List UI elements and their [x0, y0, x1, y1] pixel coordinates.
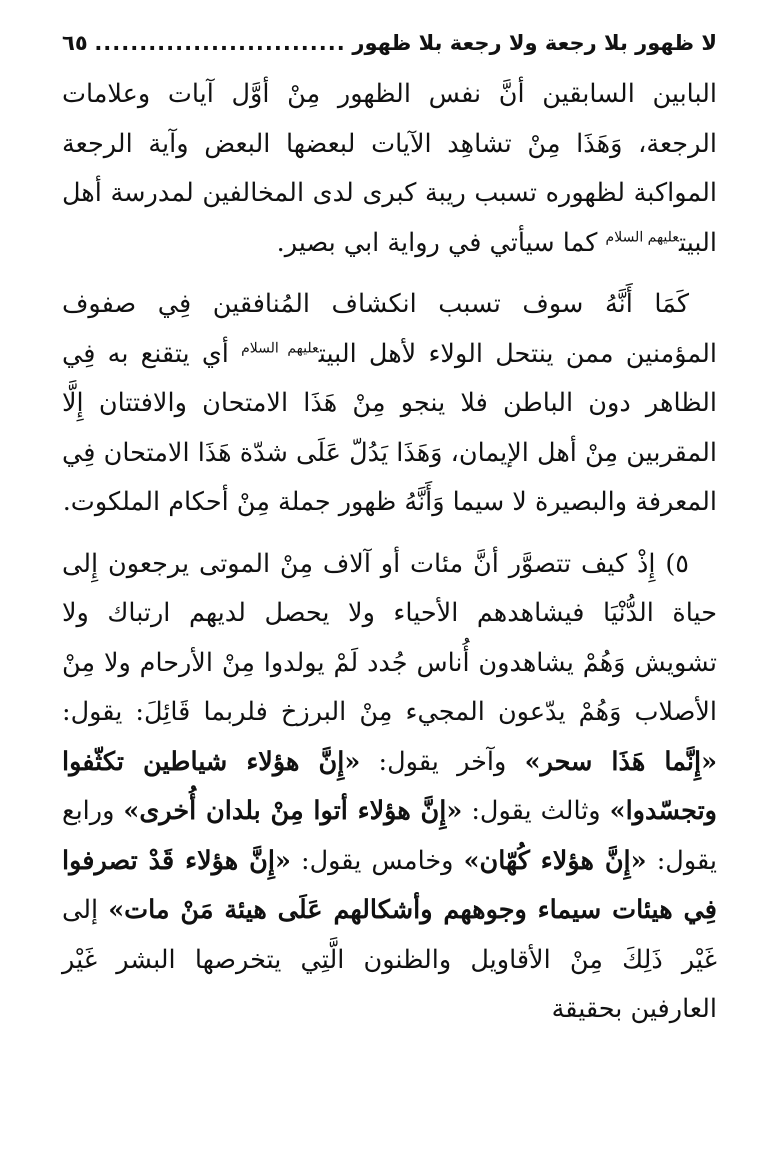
quote-bold: «إِنَّما هَذَا سحر» — [524, 746, 718, 777]
honorific-mark: عليهم السلام — [241, 340, 319, 356]
body-text — [62, 70, 717, 1035]
paragraph-1 — [62, 70, 717, 268]
text-segment: أي يتقنع به فِي الظاهر دون الباطن فلا ينجو مِنْ هَذَا الامتحان والافتتان إِلَّا المقربين مِنْ أهل الإيمان، وَهَذَا يَدُلّ عَلَى شدّة هَذَا الامتحان فِي المعرفة والبصيرة لا سيما وَأَنَّهُ ظهور جملة مِنْ أحكام الملكوت. — [62, 338, 717, 517]
chapter-title: لا ظهور بلا رجعة ولا رجعة بلا ظهور — [352, 31, 717, 55]
text-segment: ورابع يقول: — [62, 796, 717, 876]
text-segment: وثالث يقول: — [462, 796, 610, 826]
text-segment: كَمَا أَنَّهُ سوف تسبب انكشاف المُنافقين فِي صفوف المؤمنين ممن ينتحل الولاء لأهل البيت — [62, 289, 717, 369]
quote-bold: «إِنَّ هؤلاء قَدْ تصرفوا فِي هيئات سيماء وجوههم وأشكالهم عَلَى هيئة مَنْ مات» — [62, 845, 717, 925]
quote-bold: «إِنَّ هؤلاء كُهّان» — [463, 845, 647, 876]
text-segment: كما سيأتي في رواية ابي بصير. — [276, 227, 606, 258]
text-segment: البابين السابقين أنَّ نفس الظهور مِنْ أوَّل آيات وعلامات الرجعة، وَهَذَا مِنْ تشاهِد الآيات لبعضها البعض وآية الرجعة المواكبة لظهوره تسبب ريبة كبرى لدى المخالفين لمدرسة أهل البيت — [62, 79, 717, 258]
paragraph-2 — [62, 280, 717, 528]
paragraph-3 — [62, 540, 717, 1035]
text-segment: ٥) إِذْ كيف تتصوَّر أنَّ مئات أو آلاف مِنْ الموتى يرجعون إِلى حياة الدُّنْيَا فيشاهدهم الأحياء ولا يحصل لديهم ارتباك ولا تشويش وَهُمْ يشاهدون أُناس جُدد لَمْ يولدوا مِنْ الأرحام ولا مِنْ الأصلاب وَهُمْ يدّعون المجيء مِنْ البرزخ فلربما قَائِلَ: يقول: — [62, 548, 717, 727]
quote-bold: «إِنَّ هؤلاء أتوا مِنْ بلدان أُخرى» — [123, 796, 463, 826]
leader-dots: ............................ — [94, 31, 346, 55]
quote-bold: «إِنَّ هؤلاء شياطين تكثّفوا وتجسّدوا» — [62, 746, 717, 826]
book-page — [62, 30, 717, 1141]
running-header — [62, 30, 717, 70]
page-number: ٦٥ — [62, 31, 88, 55]
text-segment: وخامس يقول: — [290, 845, 464, 876]
text-segment: إلى غَيْر ذَلِكَ مِنْ الأقاويل والظنون الَّتِي يتخرصها البشر غَيْر العارفين بحقيقة — [62, 895, 717, 1024]
text-segment: وآخر يقول: — [360, 746, 525, 777]
honorific-mark: عليهم السلام — [605, 229, 680, 245]
